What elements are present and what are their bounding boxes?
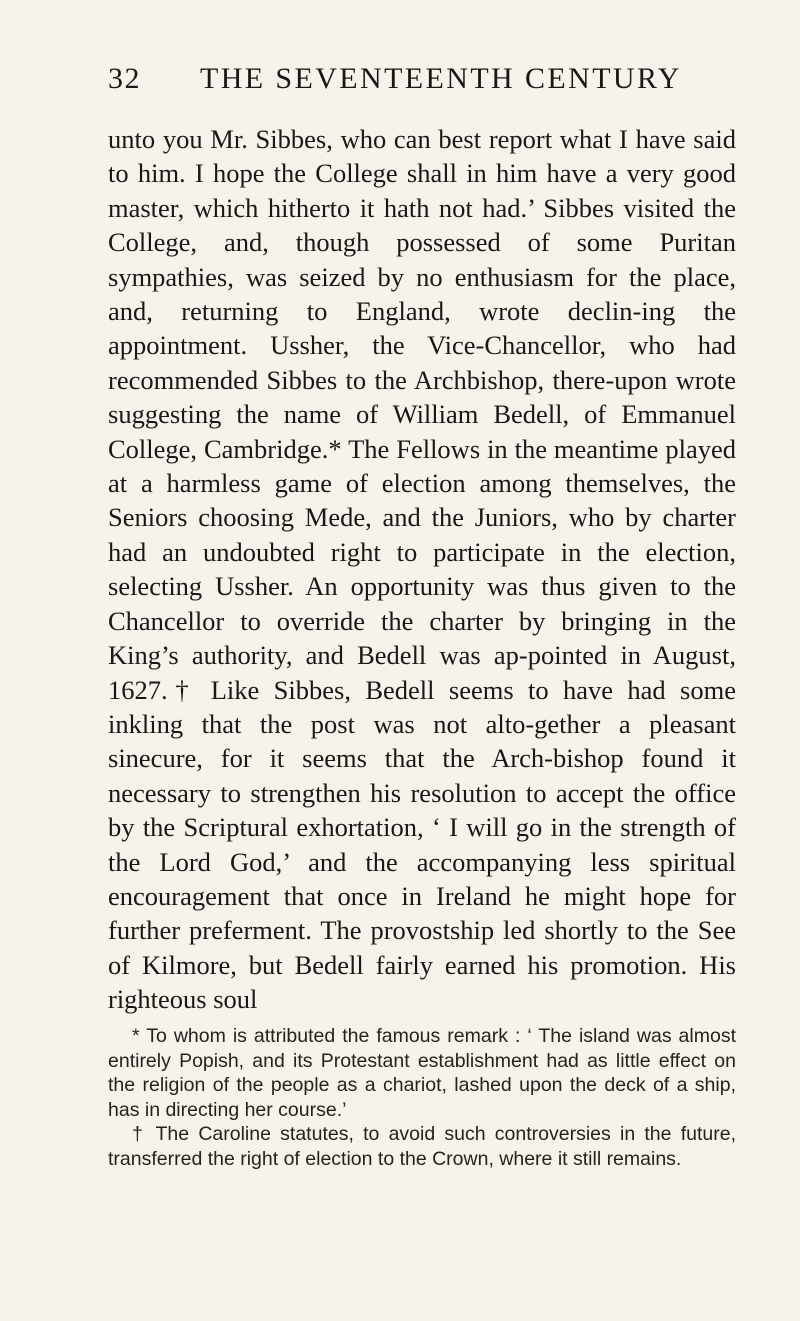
running-head [108,62,736,102]
footnotes [108,1024,736,1172]
page-number: 32 [108,62,141,95]
footnote-dagger: † The Caroline statutes, to avoid such controversies in the future, transferred the right of election to the Crown, where it still remains. [108,1123,736,1170]
footnote-asterisk: * To whom is attributed the famous remark : ‘ The island was almost entirely Popish, and its Protestant establishment had as little effect on the religion of the people as a chariot, lashed upon the deck of a ship, has in directing her course.’ [108,1025,736,1121]
running-title: THE SEVENTEENTH CENTURY [200,62,682,95]
body-paragraph: unto you Mr. Sibbes, who can best report what I have said to him. I hope the College shall in him have a very good master, which hitherto it hath not had.’ Sibbes visited the College, and, though possessed of some Puritan sympathies, was seized by no enthusiasm for the place, and, returning to England, wrote declin-ing the appointment. Ussher, the Vice-Chancellor, who had recommended Sibbes to the Archbishop, there-upon wrote suggesting the name of William Bedell, of Emmanuel College, Cambridge.* The Fellows in the meantime played at a harmless game of election among themselves, the Seniors choosing Mede, and the Juniors, who by charter had an undoubted right to participate in the election, selecting Ussher. An opportunity was thus given to the Chancellor to override the charter by bringing in the King’s authority, and Bedell was ap-pointed in August, 1627.† Like Sibbes, Bedell seems to have had some inkling that the post was not alto-gether a pleasant sinecure, for it seems that the Arch-bishop found it necessary to strengthen his resolution to accept the office by the Scriptural exhortation, ‘ I will go in the strength of the Lord God,’ and the accompanying less spiritual encouragement that once in Ireland he might hope for further preferment. The provostship led shortly to the See of Kilmore, but Bedell fairly earned his promotion. His righteous soul [108,124,736,1015]
